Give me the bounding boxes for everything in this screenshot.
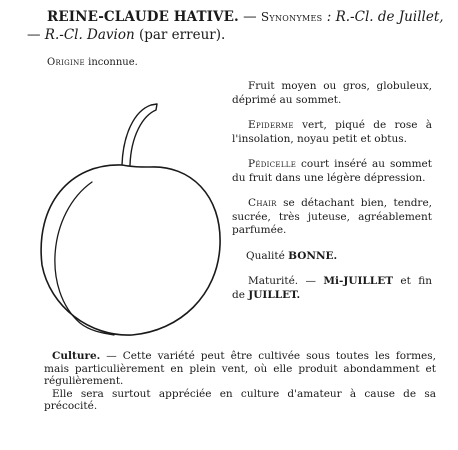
- skin-description: [232, 119, 432, 146]
- heading-dash: —: [238, 9, 261, 25]
- synonym-2-note: (par erreur).: [134, 27, 226, 43]
- maturity-mid: et fin de: [232, 275, 432, 301]
- synonyms-label: Synonymes: [260, 10, 323, 24]
- culture-paragraph-1: [44, 350, 436, 388]
- stalk-description: [232, 158, 432, 185]
- origin-text: inconnue.: [84, 57, 138, 68]
- skin-text: vert, piqué de rose à l'insolation, noyau petit et obtus.: [232, 119, 432, 145]
- flesh-label: Chair: [248, 197, 277, 209]
- maturity-line: [232, 275, 432, 302]
- maturity-label: Maturité. —: [248, 275, 324, 287]
- culture-section: [44, 350, 436, 413]
- maturity-value-1: Mi-JUILLET: [323, 275, 394, 287]
- fruit-suture-line: [55, 182, 114, 335]
- variety-subheading: [27, 27, 225, 43]
- culture-text-1: — Cette variété peut être cultivée sous toutes les formes, mais particulièrement en plein vent, où elle produit abondamment et régulièrement.: [44, 350, 436, 387]
- stalk-text: court inséré au sommet du fruit dans une légère dépression.: [232, 158, 432, 184]
- flesh-text: se détachant bien, tendre, sucrée, très juteuse, agréablement parfumée.: [232, 197, 432, 236]
- culture-label: Culture.: [52, 350, 101, 362]
- quality-line: [232, 250, 432, 264]
- fruit-stalk: [122, 104, 157, 165]
- flesh-description: [232, 197, 432, 238]
- fruit-description: Fruit moyen ou gros, globuleux, déprimé au sommet.: [232, 80, 432, 106]
- plum-fruit-outline-icon: [30, 95, 230, 345]
- subheading-dash: —: [27, 27, 45, 43]
- variety-heading: [47, 9, 444, 25]
- synonym-2: R.-Cl. Davion: [44, 27, 135, 43]
- description-column: [232, 80, 432, 314]
- skin-label: Epiderme: [248, 119, 294, 131]
- quality-label: Qualité: [246, 249, 289, 262]
- synonym-1: : R.-Cl. de Juillet,: [322, 9, 444, 25]
- culture-paragraph-2: Elle sera surtout appréciée en culture d'amateur à cause de sa précocité.: [44, 387, 436, 412]
- stalk-label: Pédicelle: [248, 158, 297, 170]
- quality-value: BONNE.: [288, 249, 338, 262]
- origin-line: [47, 57, 138, 68]
- origin-label: Origine: [47, 57, 85, 68]
- variety-title: REINE-CLAUDE HATIVE.: [47, 9, 239, 25]
- maturity-value-2: JUILLET.: [248, 288, 301, 301]
